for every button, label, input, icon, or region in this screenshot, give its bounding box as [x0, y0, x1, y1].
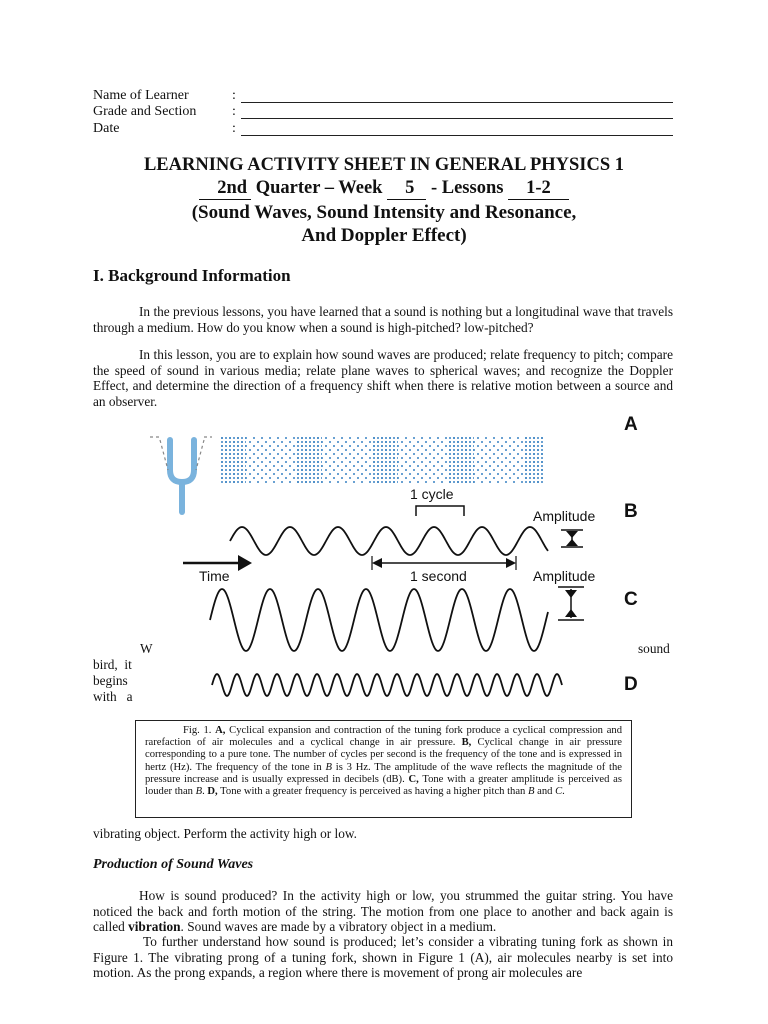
intro-paragraph-2: In this lesson, you are to explain how sound waves are produced; relate frequency to pitch; compare the speed of sound in various media; relate plane waves to spherical waves; and recognize the Doppler Effect, and determine the direction of a frequency shift when there is relative motion between a source and an observer.	[93, 347, 673, 409]
sheet-title: LEARNING ACTIVITY SHEET IN GENERAL PHYSICS 1	[143, 155, 625, 175]
figure-label-b: B	[624, 501, 638, 522]
week-value: 5	[387, 178, 426, 200]
sound-wave-figure	[140, 415, 660, 715]
one-cycle-label: 1 cycle	[410, 486, 454, 502]
occluded-text: W	[140, 641, 153, 656]
sheet-subtitle-1: (Sound Waves, Sound Intensity and Resonance,	[191, 202, 577, 223]
colon: :	[232, 104, 236, 119]
occluded-text: with a	[93, 689, 133, 704]
quarter-suffix: Quarter – Week	[255, 178, 383, 198]
grade-input-line[interactable]	[241, 118, 673, 119]
occluded-text: begins	[93, 673, 128, 688]
grade-label: Grade and Section	[93, 104, 197, 119]
lessons-value: 1-2	[508, 178, 569, 200]
tuning-fork-icon	[170, 440, 194, 512]
one-second-label: 1 second	[410, 568, 467, 584]
sheet-subtitle-2: And Doppler Effect)	[301, 225, 467, 246]
name-label: Name of Learner	[93, 88, 189, 103]
production-heading: Production of Sound Waves	[93, 857, 254, 872]
quarter-week-line	[0, 178, 768, 200]
colon: :	[232, 121, 236, 136]
colon: :	[232, 88, 236, 103]
date-input-line[interactable]	[241, 135, 673, 136]
time-label: Time	[199, 568, 230, 584]
figure-caption: Fig. 1. A, Cyclical expansion and contraction of the tuning fork produce a cyclical compression and rarefaction of air molecules and a cyclical change in air pressure. B, Cyclical change in air pressure corresponding to a pure tone. The number of cycles per second is the frequency of the tone and is expressed in hertz (Hz). The frequency of the tone in B is 3 Hz. The amplitude of the wave reflects the magnitude of the pressure increase and is usually expressed in decibels (dB). C, Tone with a greater amplitude is perceived as louder than B. D, Tone with a greater frequency is perceived as having a higher pitch than B and C.	[135, 720, 632, 818]
date-label: Date	[93, 121, 120, 136]
figure-label-d: D	[624, 674, 638, 695]
lessons-label: - Lessons	[430, 178, 504, 198]
production-paragraph-1: How is sound produced? In the activity high or low, you strummed the guitar string. You have noticed the back and forth motion of the string. The motion from one place to another and back again is called vibration. Sound waves are made by a vibratory object in a medium.	[93, 888, 673, 934]
after-figure-text: vibrating object. Perform the activity high or low.	[93, 826, 357, 841]
occluded-text: bird, it	[93, 657, 132, 672]
name-input-line[interactable]	[241, 102, 673, 103]
wave-b-pure-tone	[230, 527, 548, 555]
intro-paragraph-1: In the previous lessons, you have learned that a sound is nothing but a longitudinal wave that travels through a medium. How do you know when a sound is high-pitched? low-pitched?	[93, 304, 673, 335]
cycle-bracket	[416, 506, 464, 516]
figure-label-c: C	[624, 589, 638, 610]
quarter-value: 2nd	[199, 178, 251, 200]
air-molecules-band	[220, 437, 544, 483]
amplitude-c-label: Amplitude	[533, 568, 596, 584]
amplitude-b-label: Amplitude	[533, 508, 596, 524]
figure-label-a: A	[624, 414, 638, 435]
production-paragraph-2: To further understand how sound is produced; let’s consider a vibrating tuning fork as shown in Figure 1. The vibrating prong of a tuning fork, shown in Figure 1 (A), air molecules nearby is set into motion. As the prong expands, a region where there is movement of prong air molecules are	[93, 934, 673, 980]
section-heading: I. Background Information	[93, 266, 291, 285]
occluded-text: sound	[638, 641, 670, 656]
wave-c-louder-tone	[210, 589, 548, 651]
wave-d-higher-pitch	[212, 674, 562, 696]
